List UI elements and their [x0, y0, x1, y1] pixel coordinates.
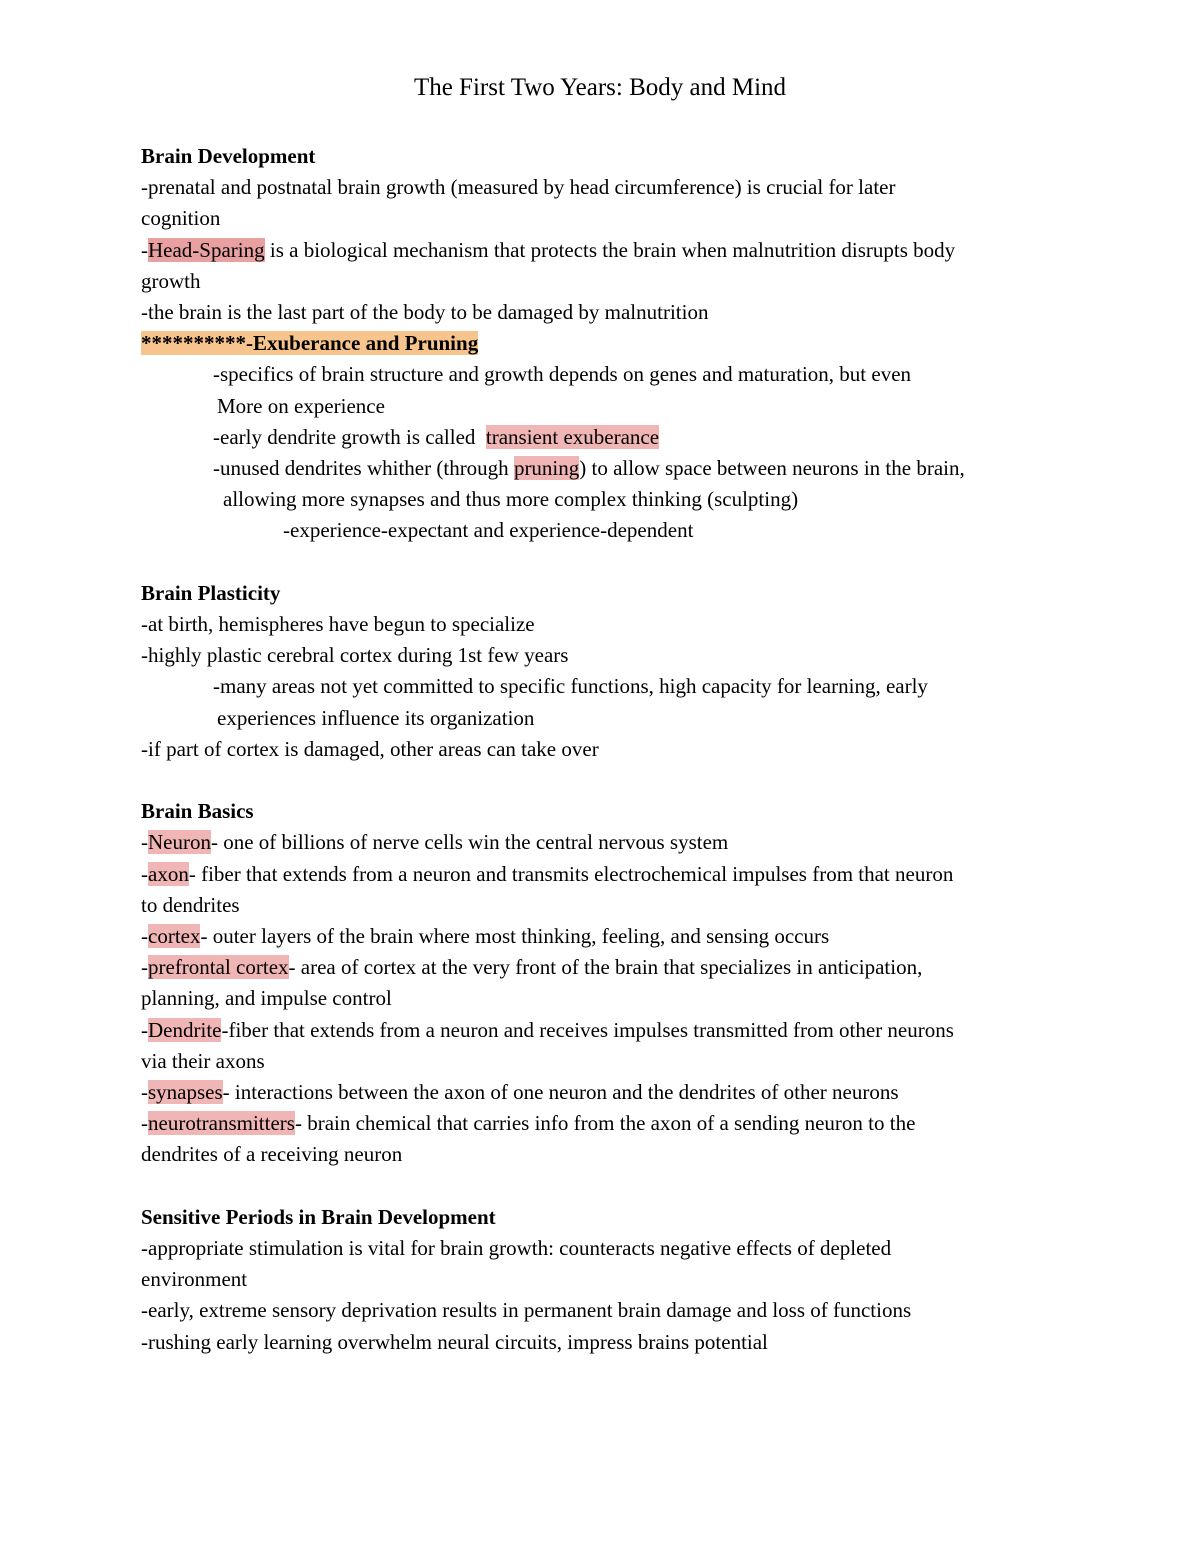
glossary-term: prefrontal cortex	[148, 955, 289, 980]
glossary-definition: -fiber that extends from a neuron and receives impulses transmitted from other neurons	[221, 1017, 954, 1042]
line-text: ) to allow space between neurons in the brain,	[579, 456, 965, 481]
document-title: The First Two Years: Body and Mind	[413, 74, 787, 101]
section-heading-brain-basics: Brain Basics	[141, 799, 254, 824]
glossary-item	[141, 859, 1071, 890]
paragraph-line: cognition	[141, 206, 221, 231]
glossary-term: Dendrite	[148, 1017, 222, 1042]
glossary-item	[141, 952, 1071, 983]
glossary-term: Neuron	[148, 830, 211, 855]
document-body	[141, 141, 1071, 1358]
glossary-term: synapses	[148, 1080, 223, 1105]
glossary-definition: - area of cortex at the very front of the brain that specializes in anticipation,	[288, 955, 923, 980]
spacer	[141, 547, 1071, 578]
paragraph-line: -if part of cortex is damaged, other areas can take over	[141, 736, 599, 761]
indented-line	[141, 453, 1071, 484]
glossary-item	[141, 921, 1071, 952]
dash-text: -	[141, 830, 148, 855]
definition-text: is a biological mechanism that protects the brain when malnutrition disrupts body	[264, 237, 956, 262]
indented-line: -specifics of brain structure and growth depends on genes and maturation, but even	[213, 362, 912, 387]
paragraph-line: -prenatal and postnatal brain growth (measured by head circumference) is crucial for later	[141, 175, 896, 200]
indented-line: experiences influence its organization	[217, 705, 535, 730]
highlighted-subheading: **********-Exuberance and Pruning	[141, 331, 479, 356]
paragraph-line: -highly plastic cerebral cortex during 1st few years	[141, 643, 569, 668]
glossary-definition-continued: to dendrites	[141, 892, 240, 917]
glossary-item	[141, 827, 1071, 858]
section-heading-sensitive-periods: Sensitive Periods in Brain Development	[141, 1204, 496, 1229]
dash-text: -	[141, 955, 148, 980]
indented-line: More on experience	[217, 393, 385, 418]
glossary-definition-continued: dendrites of a receiving neuron	[141, 1142, 403, 1167]
highlighted-term: pruning	[513, 456, 580, 481]
dash-text: -	[141, 1111, 148, 1136]
highlighted-term: Head-Sparing	[148, 237, 265, 262]
glossary-term: cortex	[148, 924, 201, 949]
indented-line-level2: -experience-expectant and experience-dependent	[283, 518, 694, 543]
section-heading-brain-development: Brain Development	[141, 144, 316, 168]
glossary-item	[141, 1108, 1071, 1139]
glossary-item	[141, 1077, 1071, 1108]
section-heading-brain-plasticity: Brain Plasticity	[141, 580, 281, 605]
paragraph-line: -early, extreme sensory deprivation results in permanent brain damage and loss of functions	[141, 1298, 912, 1323]
glossary-definition: - outer layers of the brain where most thinking, feeling, and sensing occurs	[200, 924, 830, 949]
paragraph-line: -the brain is the last part of the body to be damaged by malnutrition	[141, 300, 709, 325]
paragraph-line	[141, 235, 1071, 266]
dash-text: -	[141, 924, 148, 949]
paragraph-line: -rushing early learning overwhelm neural circuits, impress brains potential	[141, 1329, 768, 1354]
dash-text: -	[141, 1017, 148, 1042]
indented-line	[141, 422, 1071, 453]
glossary-definition: - one of billions of nerve cells win the central nervous system	[210, 830, 729, 855]
subheading-exuberance-pruning	[141, 328, 1071, 359]
paragraph-line: -at birth, hemispheres have begun to specialize	[141, 612, 535, 637]
dash-text: -	[141, 861, 148, 886]
line-text: -unused dendrites whither (through	[213, 456, 514, 481]
paragraph-line: environment	[141, 1267, 248, 1292]
glossary-term: neurotransmitters	[148, 1111, 295, 1136]
glossary-definition-continued: planning, and impulse control	[141, 986, 392, 1011]
dash-text: -	[141, 237, 148, 262]
spacer	[141, 1171, 1071, 1202]
glossary-definition-continued: via their axons	[141, 1048, 265, 1073]
line-text: -early dendrite growth is called	[213, 424, 481, 449]
highlighted-term: transient exuberance	[485, 424, 660, 449]
paragraph-line: growth	[141, 268, 201, 293]
paragraph-line: -appropriate stimulation is vital for brain growth: counteracts negative effects of depleted	[141, 1236, 892, 1261]
glossary-definition: - brain chemical that carries info from the axon of a sending neuron to the	[294, 1111, 916, 1136]
glossary-definition: - interactions between the axon of one neuron and the dendrites of other neurons	[222, 1080, 899, 1105]
glossary-term: axon	[148, 861, 189, 886]
indented-line: allowing more synapses and thus more complex thinking (sculpting)	[223, 487, 799, 512]
glossary-definition: - fiber that extends from a neuron and transmits electrochemical impulses from that neuron	[188, 861, 954, 886]
indented-line: -many areas not yet committed to specific functions, high capacity for learning, early	[213, 674, 928, 699]
glossary-item	[141, 1015, 1071, 1046]
dash-text: -	[141, 1080, 148, 1105]
spacer	[141, 765, 1071, 796]
brain-basics-list	[141, 827, 1071, 1170]
